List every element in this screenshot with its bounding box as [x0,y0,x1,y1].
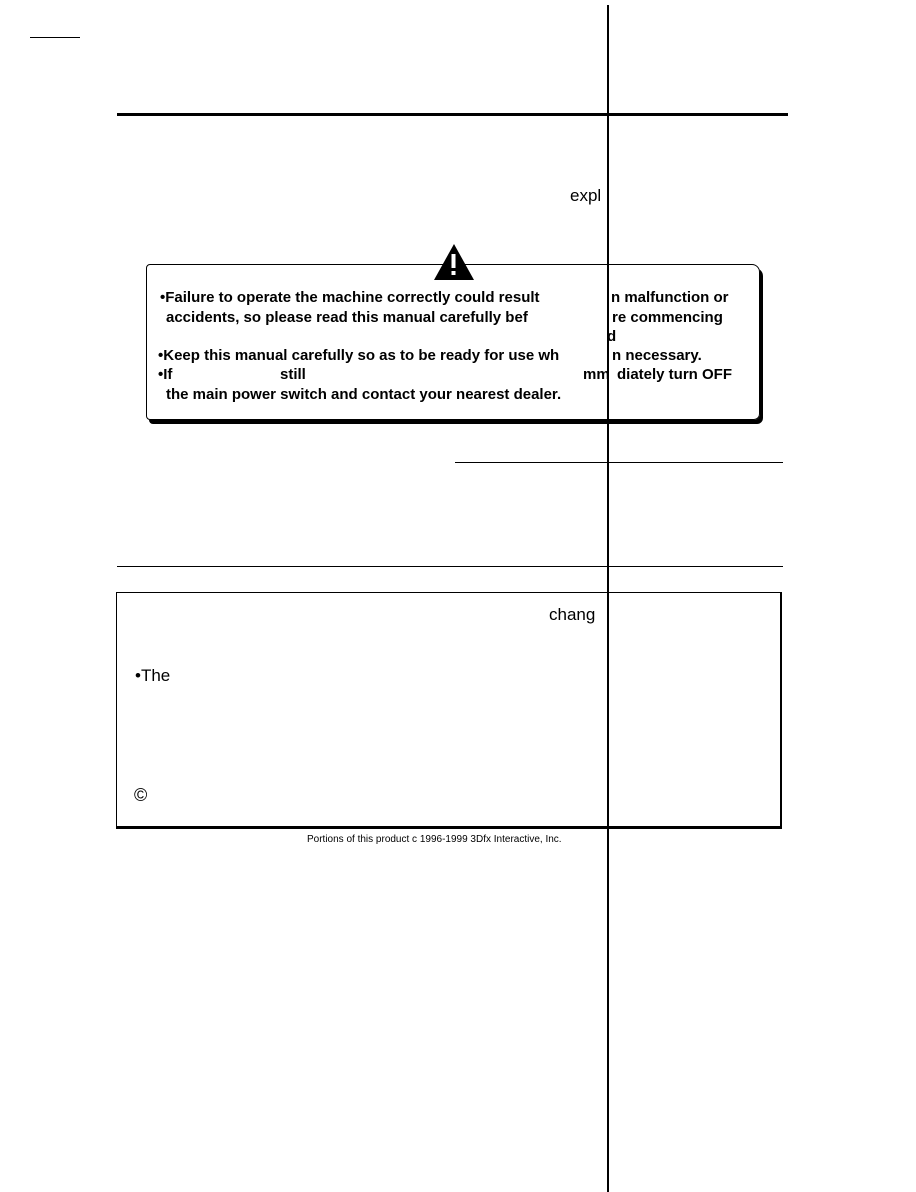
warning-line-5-a: •If [158,366,173,383]
mid-rule-right [455,462,783,463]
section-rule [117,566,783,567]
warning-line-1-left: •Failure to operate the machine correctly could result [160,289,540,306]
warning-line-5-right2: diately turn OFF [617,366,733,383]
warning-line-2-left: accidents, so please read this manual carefully bef [166,309,528,326]
warning-line-2-right: re commencing [612,309,723,326]
top-fragment-text: expl [570,186,602,205]
warning-line-3-right: d [607,328,617,345]
notice-bullet-fragment: •The [135,666,171,685]
copyright-symbol: © [134,785,148,805]
notice-box [116,592,782,829]
warning-line-4-left: •Keep this manual carefully so as to be ready for use wh [158,347,560,364]
warning-line-5-b: still [280,366,306,383]
warning-line-4-right: n necessary. [612,347,702,364]
warning-line-1-right: n malfunction or [611,289,729,306]
warning-line-5-right: mm [583,366,610,383]
warning-line-6: the main power switch and contact your nearest dealer. [166,386,562,403]
warning-triangle-icon [433,243,475,281]
header-rule [117,113,788,116]
notice-change-fragment: chang [549,605,596,624]
top-left-rule [30,37,80,38]
footer-portions-text: Portions of this product c 1996-1999 3Dfx Interactive, Inc. [307,834,562,845]
